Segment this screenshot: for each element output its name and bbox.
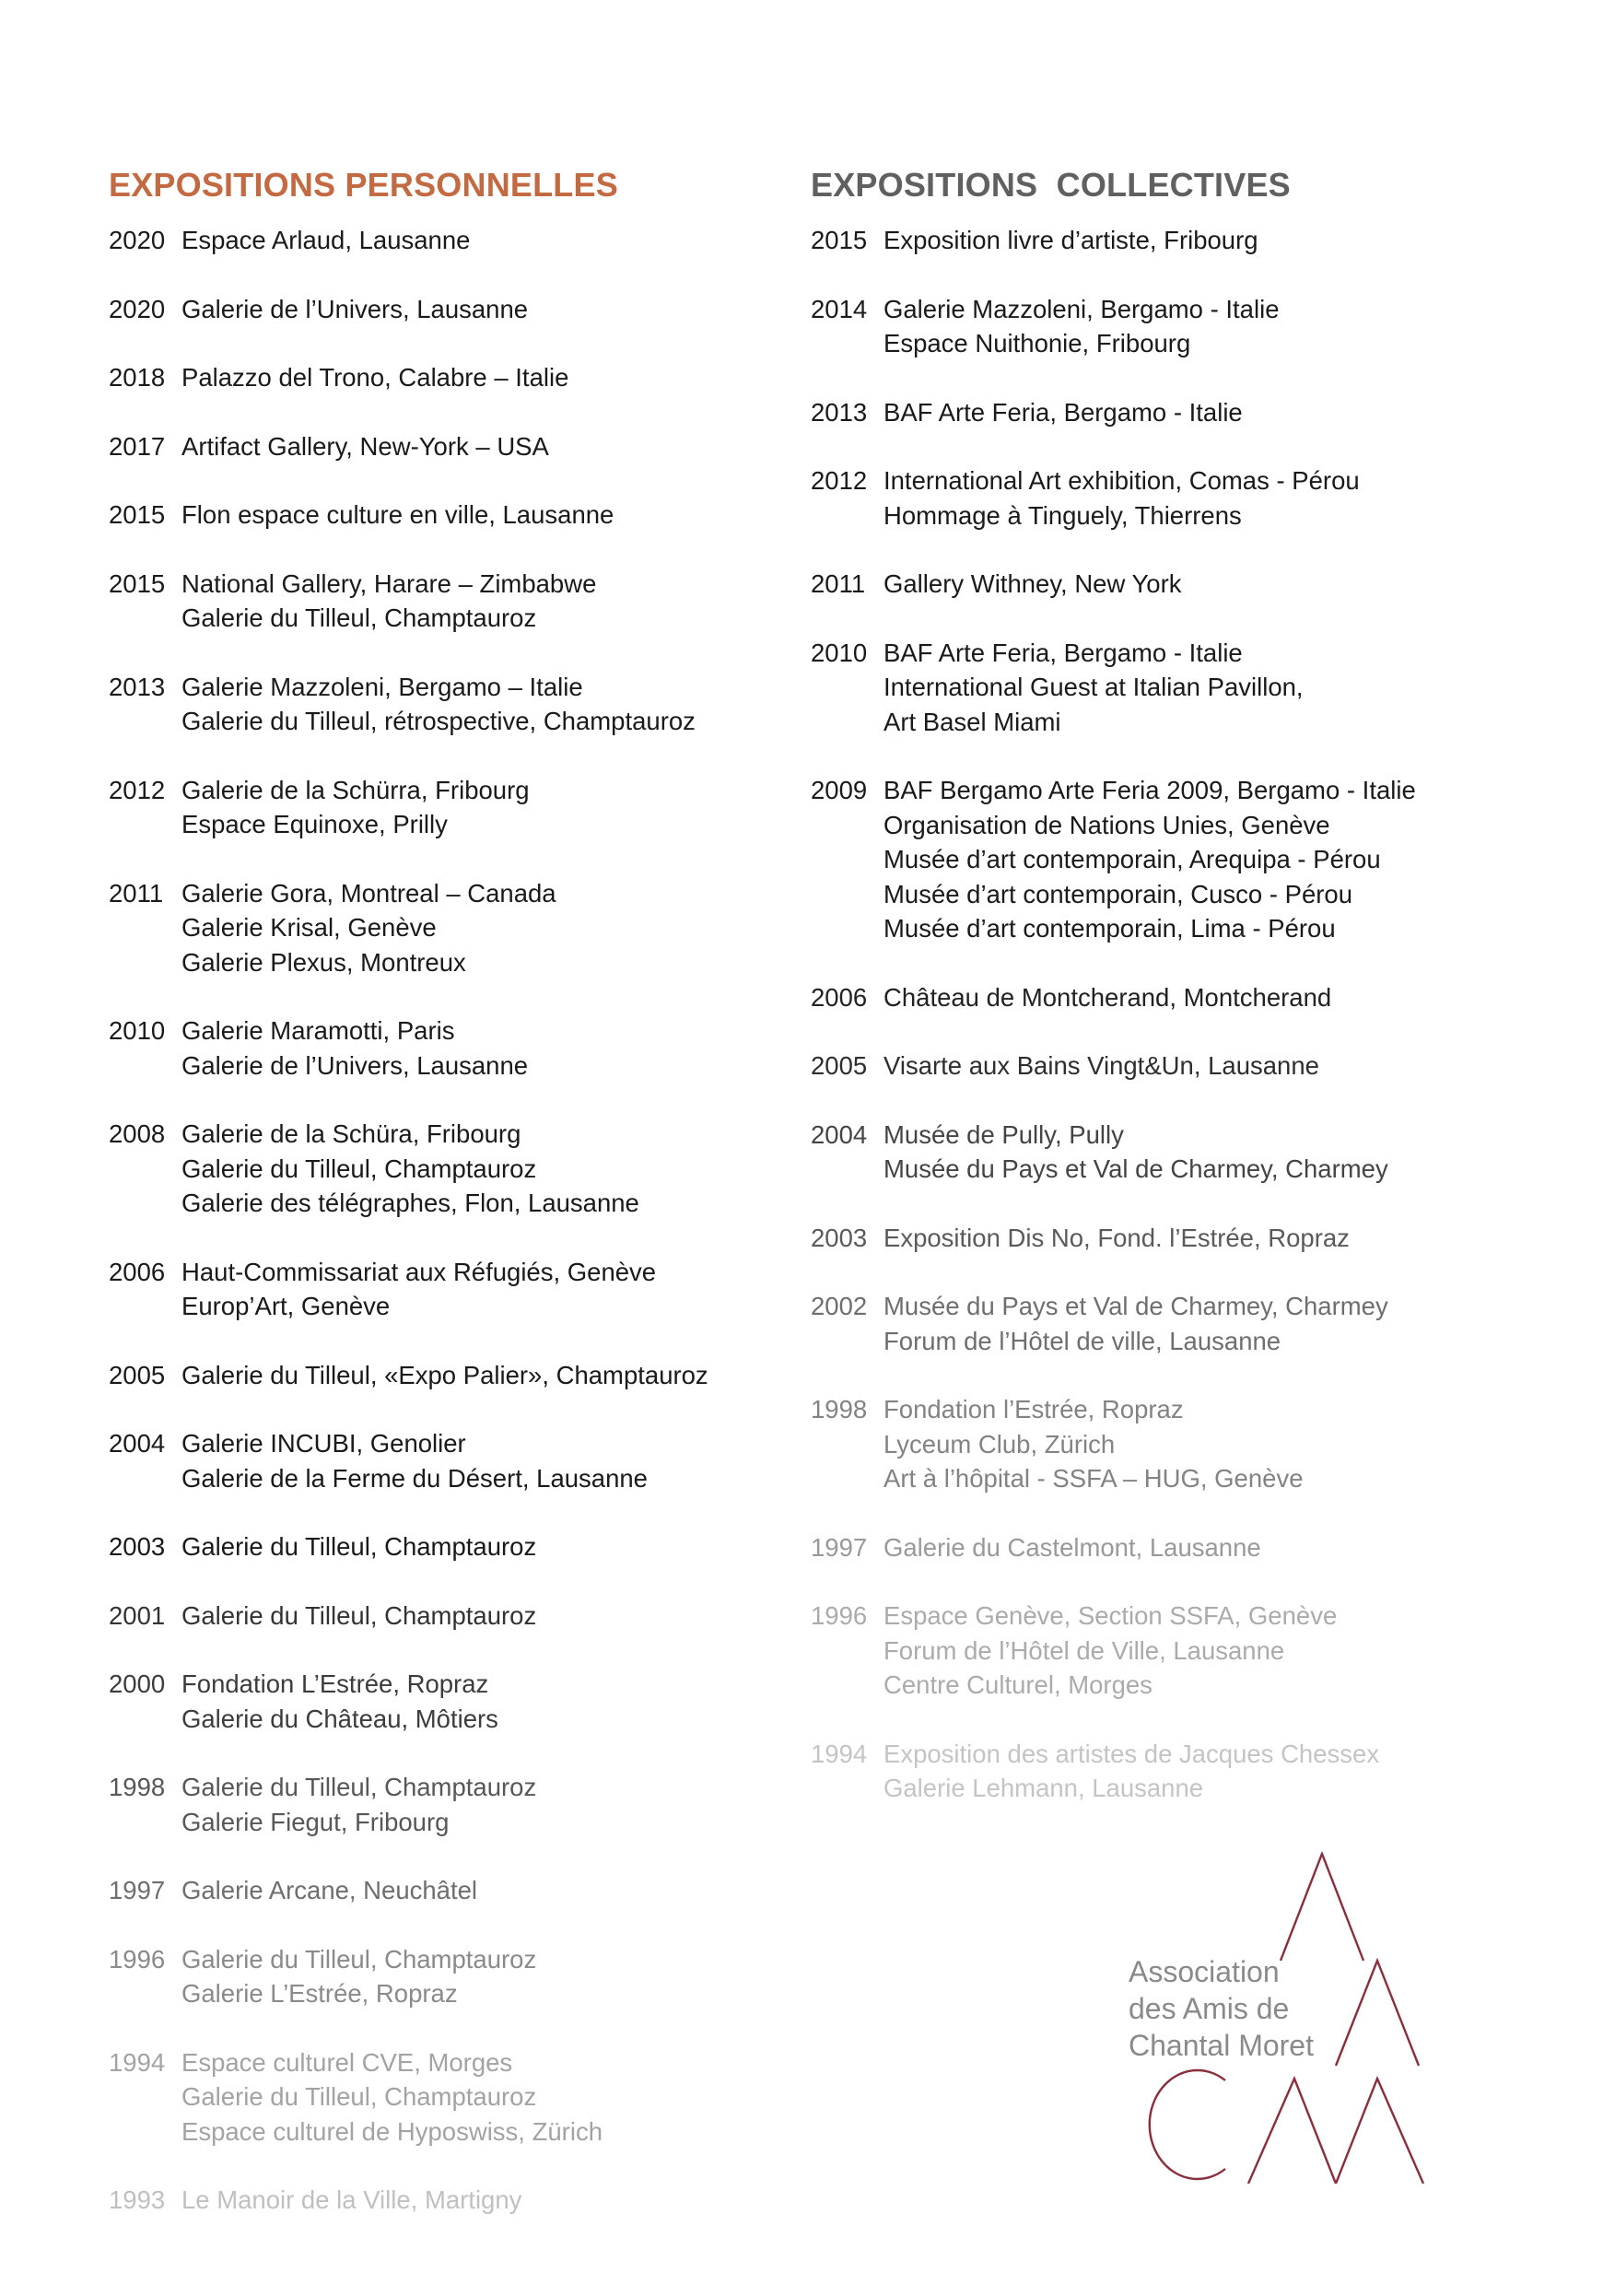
exhibition-venue: Galerie de l’Univers, Lausanne <box>181 1050 529 1080</box>
exhibition-venues <box>883 1392 1511 1496</box>
exhibition-entry <box>109 2045 754 2150</box>
exhibition-venue: BAF Bergamo Arte Feria 2009, Bergamo - Italie <box>883 776 1416 804</box>
exhibition-entry <box>811 567 1511 602</box>
exhibition-entry <box>109 292 754 327</box>
exhibition-venue: National Gallery, Harare – Zimbabwe <box>181 568 597 598</box>
exhibition-venue: Galerie du Tilleul, Champtauroz <box>181 1773 537 1801</box>
exhibition-venue: Le Manoir de la Ville, Martigny <box>181 2185 522 2214</box>
exhibition-venue: Organisation de Nations Unies, Genève <box>883 810 1330 839</box>
exhibition-venues <box>883 292 1511 361</box>
exhibition-year: 2005 <box>811 1051 868 1080</box>
exhibition-venues <box>883 1118 1511 1187</box>
exhibition-year: 2004 <box>811 1119 868 1149</box>
exhibition-venue: Galerie du Tilleul, «Expo Palier», Champtauroz <box>181 1360 708 1389</box>
exhibition-entry <box>811 463 1511 533</box>
exhibition-venues <box>883 567 1511 602</box>
collective-exhibitions-heading: EXPOSITIONS COLLECTIVES <box>811 166 1291 204</box>
exhibition-entry <box>811 980 1511 1015</box>
exhibition-venues <box>181 567 754 636</box>
exhibition-venue: Château de Montcherand, Montcherand <box>883 982 1332 1012</box>
exhibition-year: 2017 <box>109 431 166 461</box>
exhibition-venue: Centre Culturel, Morges <box>883 1670 1153 1699</box>
exhibition-venue: International Art exhibition, Comas - Pérou <box>883 466 1360 495</box>
exhibition-venue: Galerie des télégraphes, Flon, Lausanne <box>181 1189 639 1217</box>
exhibition-venue: Galerie du Château, Môtiers <box>181 1704 498 1733</box>
exhibition-venues <box>181 876 754 980</box>
exhibition-entry <box>811 1599 1511 1703</box>
exhibition-year: 2012 <box>109 775 166 804</box>
exhibition-venue: Galerie Fiegut, Fribourg <box>181 1807 450 1836</box>
exhibition-venue: Visarte aux Bains Vingt&Un, Lausanne <box>883 1051 1319 1080</box>
exhibition-venues <box>883 463 1511 533</box>
exhibition-entry <box>109 2183 754 2218</box>
exhibition-entry <box>109 1013 754 1083</box>
exhibition-venue: Musée du Pays et Val de Charmey, Charmey <box>883 1292 1388 1320</box>
personal-exhibitions-heading: EXPOSITIONS PERSONNELLES <box>109 166 618 204</box>
exhibition-year: 2002 <box>811 1292 868 1320</box>
exhibition-venue: Galerie du Tilleul, Champtauroz <box>181 1532 537 1561</box>
exhibition-entry <box>109 567 754 636</box>
exhibition-venues <box>181 1873 754 1908</box>
exhibition-year: 2015 <box>109 500 166 529</box>
exhibition-venues <box>181 1529 754 1564</box>
exhibition-venue: Galerie de l’Univers, Lausanne <box>181 294 529 323</box>
exhibition-venue: BAF Arte Feria, Bergamo - Italie <box>883 397 1243 427</box>
exhibition-year: 2004 <box>109 1429 166 1458</box>
exhibition-venue: Galerie de la Schüra, Fribourg <box>181 1119 521 1148</box>
exhibition-entry <box>109 223 754 258</box>
exhibition-venue: Galerie de la Ferme du Désert, Lausanne <box>181 1463 648 1493</box>
exhibition-venue: Musée du Pays et Val de Charmey, Charmey <box>883 1154 1388 1183</box>
logo-text-line-1: Association <box>1129 1955 1280 1988</box>
exhibition-venues <box>181 2045 754 2150</box>
exhibition-year: 2020 <box>109 226 166 254</box>
exhibition-year: 1994 <box>109 2047 166 2077</box>
exhibition-year: 1993 <box>109 2185 166 2214</box>
exhibition-venues <box>883 1048 1511 1084</box>
exhibition-entry <box>109 1255 754 1324</box>
exhibition-venues <box>181 223 754 258</box>
exhibition-year: 2008 <box>109 1119 166 1148</box>
exhibition-venues <box>181 670 754 739</box>
exhibition-year: 1997 <box>109 1876 166 1904</box>
exhibition-year: 2006 <box>811 982 868 1012</box>
exhibition-entry <box>811 395 1511 430</box>
exhibition-year: 1996 <box>109 1944 166 1974</box>
exhibition-venues <box>181 429 754 464</box>
exhibition-entry <box>109 1117 754 1221</box>
exhibition-venues <box>181 360 754 395</box>
exhibition-entry <box>811 1118 1511 1187</box>
exhibition-venues <box>181 498 754 533</box>
exhibition-venues <box>181 2183 754 2218</box>
acm-monogram-icon <box>1129 1852 1497 2184</box>
collective-exhibitions-list <box>811 223 1511 1806</box>
exhibition-year: 2011 <box>811 569 866 598</box>
exhibition-venues <box>883 636 1511 740</box>
exhibition-venue: International Guest at Italian Pavillon, <box>883 673 1304 701</box>
exhibition-venue: Hommage à Tinguely, Thierrens <box>883 500 1242 530</box>
exhibition-year: 2006 <box>109 1257 166 1286</box>
exhibition-venue: Artifact Gallery, New-York – USA <box>181 431 549 461</box>
exhibition-entry <box>109 1599 754 1634</box>
exhibition-entry <box>811 773 1511 946</box>
exhibition-venue: Galerie Arcane, Neuchâtel <box>181 1876 478 1904</box>
exhibition-entry <box>109 1942 754 2011</box>
exhibition-venue: Galerie L’Estrée, Ropraz <box>181 1979 458 2008</box>
exhibition-venue: Musée de Pully, Pully <box>883 1119 1124 1149</box>
exhibition-venues <box>181 1117 754 1221</box>
exhibition-entry <box>109 1426 754 1495</box>
exhibition-entry <box>811 1221 1511 1256</box>
association-logo <box>1129 1852 1497 2184</box>
exhibition-venues <box>883 980 1511 1015</box>
exhibition-year: 2015 <box>811 226 868 254</box>
exhibition-venue: Galerie Krisal, Genève <box>181 913 437 942</box>
logo-text-line-3: Chantal Moret <box>1129 2029 1314 2062</box>
exhibition-venues <box>883 1530 1511 1565</box>
exhibition-venue: Espace culturel CVE, Morges <box>181 2047 513 2077</box>
exhibition-year: 2003 <box>109 1532 166 1561</box>
exhibition-venue: Galerie Mazzoleni, Bergamo – Italie <box>181 672 583 701</box>
exhibition-year: 2003 <box>811 1223 868 1252</box>
exhibition-venue: Europ’Art, Genève <box>181 1292 391 1320</box>
exhibition-entry <box>811 1289 1511 1358</box>
personal-exhibitions-column <box>109 166 754 2252</box>
exhibition-year: 1996 <box>811 1601 868 1630</box>
exhibition-year: 2013 <box>109 672 166 701</box>
exhibition-venue: Galerie Lehmann, Lausanne <box>883 1774 1204 1802</box>
exhibition-venues <box>181 1942 754 2011</box>
exhibition-venue: Exposition des artistes de Jacques Chessex <box>883 1739 1380 1768</box>
exhibition-venue: Galerie du Tilleul, rétrospective, Champtauroz <box>181 707 696 735</box>
exhibition-venues <box>181 1255 754 1324</box>
exhibition-year: 2001 <box>109 1600 166 1630</box>
exhibition-entry <box>109 1770 754 1839</box>
exhibition-year: 2018 <box>109 363 166 392</box>
exhibition-year: 2005 <box>109 1360 166 1389</box>
exhibition-year: 1998 <box>811 1395 868 1423</box>
exhibition-venue: Galerie INCUBI, Genolier <box>181 1429 466 1458</box>
exhibition-venue: Lyceum Club, Zürich <box>883 1429 1116 1458</box>
exhibition-year: 2012 <box>811 466 868 495</box>
exhibition-venue: Musée d’art contemporain, Lima - Pérou <box>883 914 1336 943</box>
exhibition-venues <box>181 1770 754 1839</box>
exhibition-year: 2015 <box>109 568 166 598</box>
exhibition-venue: Art à l’hôpital - SSFA – HUG, Genève <box>883 1464 1304 1493</box>
exhibition-venue: Forum de l’Hôtel de Ville, Lausanne <box>883 1635 1285 1665</box>
exhibition-venues <box>883 1737 1511 1806</box>
exhibition-entry <box>811 1048 1511 1084</box>
exhibition-venue: Galerie du Tilleul, Champtauroz <box>181 603 537 632</box>
exhibition-year: 2013 <box>811 397 868 427</box>
exhibition-venue: Espace Genève, Section SSFA, Genève <box>883 1601 1338 1630</box>
exhibition-year: 2011 <box>109 878 164 908</box>
exhibition-year: 1997 <box>811 1532 868 1562</box>
exhibition-entry <box>109 360 754 395</box>
exhibition-venue: Galerie Gora, Montreal – Canada <box>181 878 556 908</box>
exhibition-venue: Galerie Maramotti, Paris <box>181 1016 455 1045</box>
exhibition-venue: Musée d’art contemporain, Cusco - Pérou <box>883 879 1352 908</box>
exhibition-entry <box>109 773 754 842</box>
exhibition-venue: Art Basel Miami <box>883 707 1061 736</box>
exhibition-venues <box>883 1599 1511 1703</box>
exhibition-year: 2010 <box>811 638 868 667</box>
exhibition-year: 1994 <box>811 1739 868 1768</box>
exhibition-venue: Galerie Plexus, Montreux <box>181 947 466 977</box>
exhibition-entry <box>109 1873 754 1908</box>
exhibition-venue: BAF Arte Feria, Bergamo - Italie <box>883 638 1243 667</box>
exhibition-venues <box>883 223 1511 258</box>
exhibition-venue: Galerie du Tilleul, Champtauroz <box>181 1944 537 1974</box>
exhibition-venue: Espace Arlaud, Lausanne <box>181 226 471 254</box>
personal-exhibitions-list <box>109 223 754 2218</box>
exhibition-venues <box>883 1221 1511 1256</box>
exhibition-venue: Galerie de la Schürra, Fribourg <box>181 775 530 804</box>
exhibition-venues <box>181 1599 754 1634</box>
exhibition-venue: Forum de l’Hôtel de ville, Lausanne <box>883 1326 1281 1355</box>
exhibition-entry <box>811 1737 1511 1806</box>
logo-text-line-2: des Amis de <box>1129 1992 1290 2025</box>
exhibition-venue: Fondation L’Estrée, Ropraz <box>181 1669 489 1698</box>
exhibition-venue: Galerie du Castelmont, Lausanne <box>883 1532 1261 1562</box>
exhibition-venue: Galerie du Tilleul, Champtauroz <box>181 1154 537 1183</box>
exhibition-entry <box>811 1530 1511 1565</box>
exhibition-venue: Musée d’art contemporain, Arequipa - Pérou <box>883 845 1381 873</box>
exhibition-venues <box>181 773 754 842</box>
exhibition-entry <box>109 1667 754 1736</box>
exhibition-venues <box>181 1358 754 1393</box>
exhibition-year: 2010 <box>109 1016 166 1045</box>
exhibition-venues <box>181 292 754 327</box>
exhibition-venue: Galerie du Tilleul, Champtauroz <box>181 1600 537 1630</box>
exhibition-venue: Palazzo del Trono, Calabre – Italie <box>181 363 569 392</box>
exhibition-venue: Exposition livre d’artiste, Fribourg <box>883 226 1258 254</box>
exhibition-venue: Galerie du Tilleul, Champtauroz <box>181 2082 537 2111</box>
exhibition-venue: Haut-Commissariat aux Réfugiés, Genève <box>181 1257 657 1286</box>
exhibition-venues <box>883 773 1511 946</box>
exhibition-entry <box>109 429 754 464</box>
exhibition-venue: Gallery Withney, New York <box>883 569 1182 598</box>
exhibition-venues <box>883 1289 1511 1358</box>
exhibition-entry <box>811 636 1511 740</box>
exhibition-entry <box>811 223 1511 258</box>
exhibition-entry <box>109 1358 754 1393</box>
exhibition-venue: Espace culturel de Hyposwiss, Zürich <box>181 2116 603 2146</box>
exhibition-entry <box>109 876 754 980</box>
exhibition-entry <box>811 1392 1511 1496</box>
collective-exhibitions-column <box>811 166 1511 1840</box>
exhibition-entry <box>109 670 754 739</box>
exhibition-venue: Galerie Mazzoleni, Bergamo - Italie <box>883 294 1280 323</box>
exhibition-venues <box>181 1013 754 1083</box>
exhibition-entry <box>109 1529 754 1564</box>
exhibition-venue: Espace Nuithonie, Fribourg <box>883 329 1191 357</box>
exhibition-venues <box>883 395 1511 430</box>
exhibition-year: 2000 <box>109 1669 166 1698</box>
exhibition-venue: Exposition Dis No, Fond. l’Estrée, Ropraz <box>883 1223 1350 1252</box>
exhibition-venues <box>181 1426 754 1495</box>
exhibition-venue: Flon espace culture en ville, Lausanne <box>181 500 614 529</box>
exhibition-venue: Espace Equinoxe, Prilly <box>181 810 448 838</box>
exhibition-year: 2014 <box>811 294 868 323</box>
exhibition-year: 2020 <box>109 294 166 323</box>
exhibition-entry <box>811 292 1511 361</box>
exhibition-entry <box>109 498 754 533</box>
exhibition-venues <box>181 1667 754 1736</box>
exhibition-year: 2009 <box>811 776 868 804</box>
exhibition-year: 1998 <box>109 1773 166 1801</box>
exhibition-venue: Fondation l’Estrée, Ropraz <box>883 1395 1184 1423</box>
